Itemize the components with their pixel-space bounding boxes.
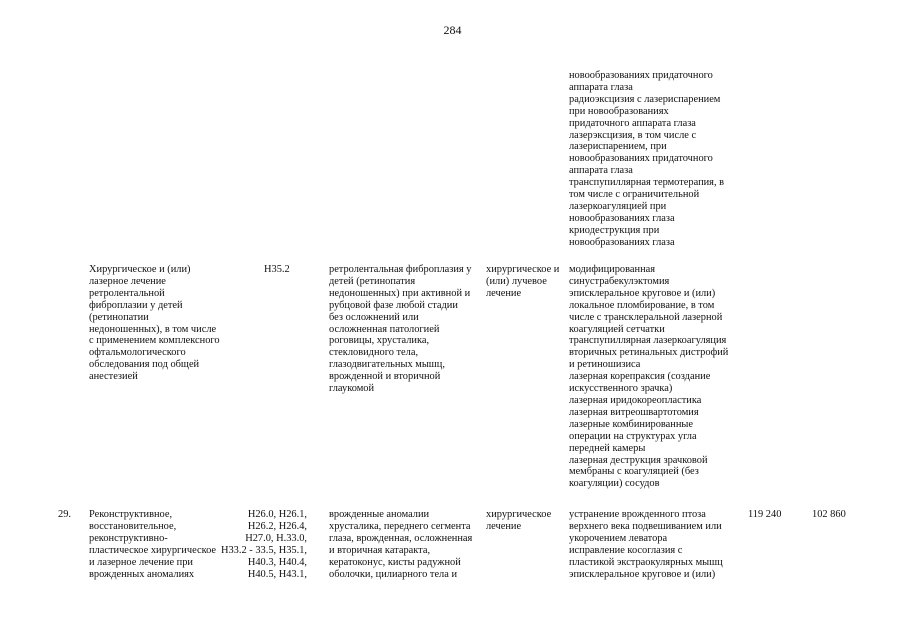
- text-line: H40.3, H40.4,: [247, 556, 307, 568]
- text-line: с применением комплексного: [89, 335, 220, 347]
- text-line: оболочки, цилиарного тела и: [329, 568, 458, 580]
- text-line: эписклеральное круговое и (или): [569, 287, 716, 299]
- row-a-code-cell: [264, 264, 290, 276]
- text-line: и вторичная катаракта,: [329, 544, 431, 556]
- text-line: синустрабекулэктомия: [569, 275, 670, 287]
- text-line: анестезией: [89, 371, 138, 383]
- row-29-method-cell: [569, 509, 723, 580]
- text-line: эписклеральное круговое и (или): [569, 568, 716, 580]
- text-line: новообразованиях глаза: [569, 212, 675, 224]
- text-line: лазерэксцизия, в том числе с: [569, 129, 697, 141]
- text-line: недоношенных) при активной и: [329, 287, 471, 299]
- text-line: стекловидного тела,: [329, 347, 419, 359]
- row-29-name-cell: [89, 509, 216, 580]
- text-line: локальное пломбирование, в том: [569, 299, 715, 311]
- text-line: исправление косоглазия с: [569, 544, 683, 556]
- text-line: аппарата глаза: [569, 81, 633, 93]
- text-line: хирургическое и: [486, 264, 560, 275]
- text-line: лазериспарением, при: [569, 141, 667, 153]
- text-line: роговицы, хрусталика,: [329, 335, 430, 347]
- text-line: транспупиллярная термотерапия, в: [569, 177, 725, 189]
- text-line: пластикой экстраокулярных мышц: [569, 556, 723, 568]
- text-line: искусственного зрачка): [569, 383, 673, 395]
- text-line: пластическое хирургическое: [89, 544, 217, 556]
- text-line: коагуляцией сетчатки: [569, 323, 665, 335]
- text-line: радиоэксцизия с лазериспарением: [569, 93, 721, 105]
- text-line: лазерные комбинированные: [569, 418, 694, 430]
- text-line: хирургическое: [486, 509, 552, 520]
- text-line: транспупиллярная лазеркоагуляция: [569, 335, 727, 347]
- row-a-method-cell: [569, 264, 728, 490]
- text-line: новообразованиях глаза: [569, 236, 675, 248]
- row-29-treatment-cell: [486, 509, 551, 533]
- text-line: кератоконус, кисты радужной: [329, 556, 461, 568]
- top-method-cell: [569, 70, 724, 249]
- text-line: недоношенных), в том числе: [89, 323, 217, 335]
- text-line: криодеструкция при: [569, 224, 660, 236]
- text-line: лазерная деструкция зрачковой: [569, 454, 708, 466]
- text-line: H26.0, H26.1,: [247, 509, 307, 520]
- text-line: укорочением леватора: [569, 532, 668, 544]
- row-29-cost-2: 102 860: [812, 509, 846, 520]
- page-number: 284: [443, 23, 462, 37]
- row-a-disease-cell: [329, 264, 472, 395]
- text-line: обследования под общей: [89, 359, 200, 371]
- row-a-name-cell: [89, 264, 220, 383]
- text-line: H26.2, H26.4,: [247, 520, 307, 532]
- text-line: детей (ретинопатия: [329, 275, 416, 287]
- text-line: лечение: [486, 287, 522, 299]
- text-line: модифицированная: [569, 264, 656, 275]
- text-line: реконструктивно-: [89, 532, 168, 544]
- text-line: аппарата глаза: [569, 165, 633, 177]
- text-line: при новообразованиях: [569, 105, 669, 117]
- text-line: устранение врожденного птоза: [569, 509, 706, 520]
- text-line: Реконструктивное,: [89, 509, 173, 520]
- text-line: врожденных аномалиях: [89, 568, 195, 580]
- text-line: осложненная патологией: [329, 323, 440, 335]
- text-line: глаукомой: [329, 383, 375, 395]
- text-line: коагуляции) сосудов: [569, 478, 660, 490]
- text-line: и лазерное лечение при: [89, 556, 193, 568]
- text-line: восстановительное,: [89, 520, 177, 532]
- text-line: новообразованиях придаточного: [569, 153, 713, 165]
- text-line: лазерное лечение: [89, 275, 166, 287]
- text-line: без осложнений или: [329, 311, 419, 323]
- text-line: лазеркоагуляцией при: [569, 200, 667, 212]
- text-line: Хирургическое и (или): [89, 264, 191, 275]
- text-line: (или) лучевое: [486, 275, 547, 287]
- text-line: фиброплазии у детей: [89, 299, 183, 311]
- text-line: верхнего века подвешиванием или: [569, 520, 722, 532]
- text-line: лечение: [486, 520, 522, 532]
- text-line: новообразованиях придаточного: [569, 70, 713, 81]
- text-line: офтальмологического: [89, 347, 186, 359]
- row-29-number: 29.: [58, 509, 71, 520]
- text-line: (ретинопатии: [89, 311, 149, 323]
- text-line: H27.0, H.33.0,: [245, 532, 307, 544]
- text-line: мембраны с коагуляцией (без: [569, 466, 699, 478]
- text-line: лазерная витреошвартотомия: [569, 406, 699, 418]
- row-29-code-cell: [221, 509, 307, 580]
- text-line: том числе с ограничительной: [569, 189, 700, 201]
- text-line: придаточного аппарата глаза: [569, 117, 696, 129]
- text-line: H40.5, H43.1,: [247, 568, 307, 580]
- text-line: лазерная корепраксия (создание: [569, 371, 711, 383]
- text-line: лазерная иридокореопластика: [569, 394, 702, 406]
- text-line: H33.2 - 33.5, H35.1,: [220, 544, 307, 556]
- text-line: H35.2: [264, 264, 290, 275]
- row-29-disease-cell: [329, 509, 472, 580]
- text-line: вторичных ретинальных дистрофий: [569, 347, 729, 359]
- text-line: глазодвигательных мышц,: [329, 359, 445, 371]
- text-line: рубцовой фазе любой стадии: [329, 299, 458, 311]
- text-line: и ретиношизиса: [569, 359, 641, 371]
- text-line: передней камеры: [569, 442, 646, 454]
- text-line: операции на структурах угла: [569, 430, 697, 442]
- text-line: числе с трансклеральной лазерной: [569, 311, 723, 323]
- text-line: глаза, врожденная, осложненная: [329, 532, 473, 544]
- text-line: ретролентальной: [89, 287, 165, 299]
- row-29-cost-1: 119 240: [748, 509, 782, 520]
- text-line: врожденные аномалии: [329, 509, 430, 520]
- text-line: ретролентальная фиброплазия у: [329, 264, 472, 275]
- row-a-treatment-cell: [486, 264, 559, 300]
- text-line: хрусталика, переднего сегмента: [329, 520, 471, 532]
- text-line: врожденной и вторичной: [329, 371, 441, 383]
